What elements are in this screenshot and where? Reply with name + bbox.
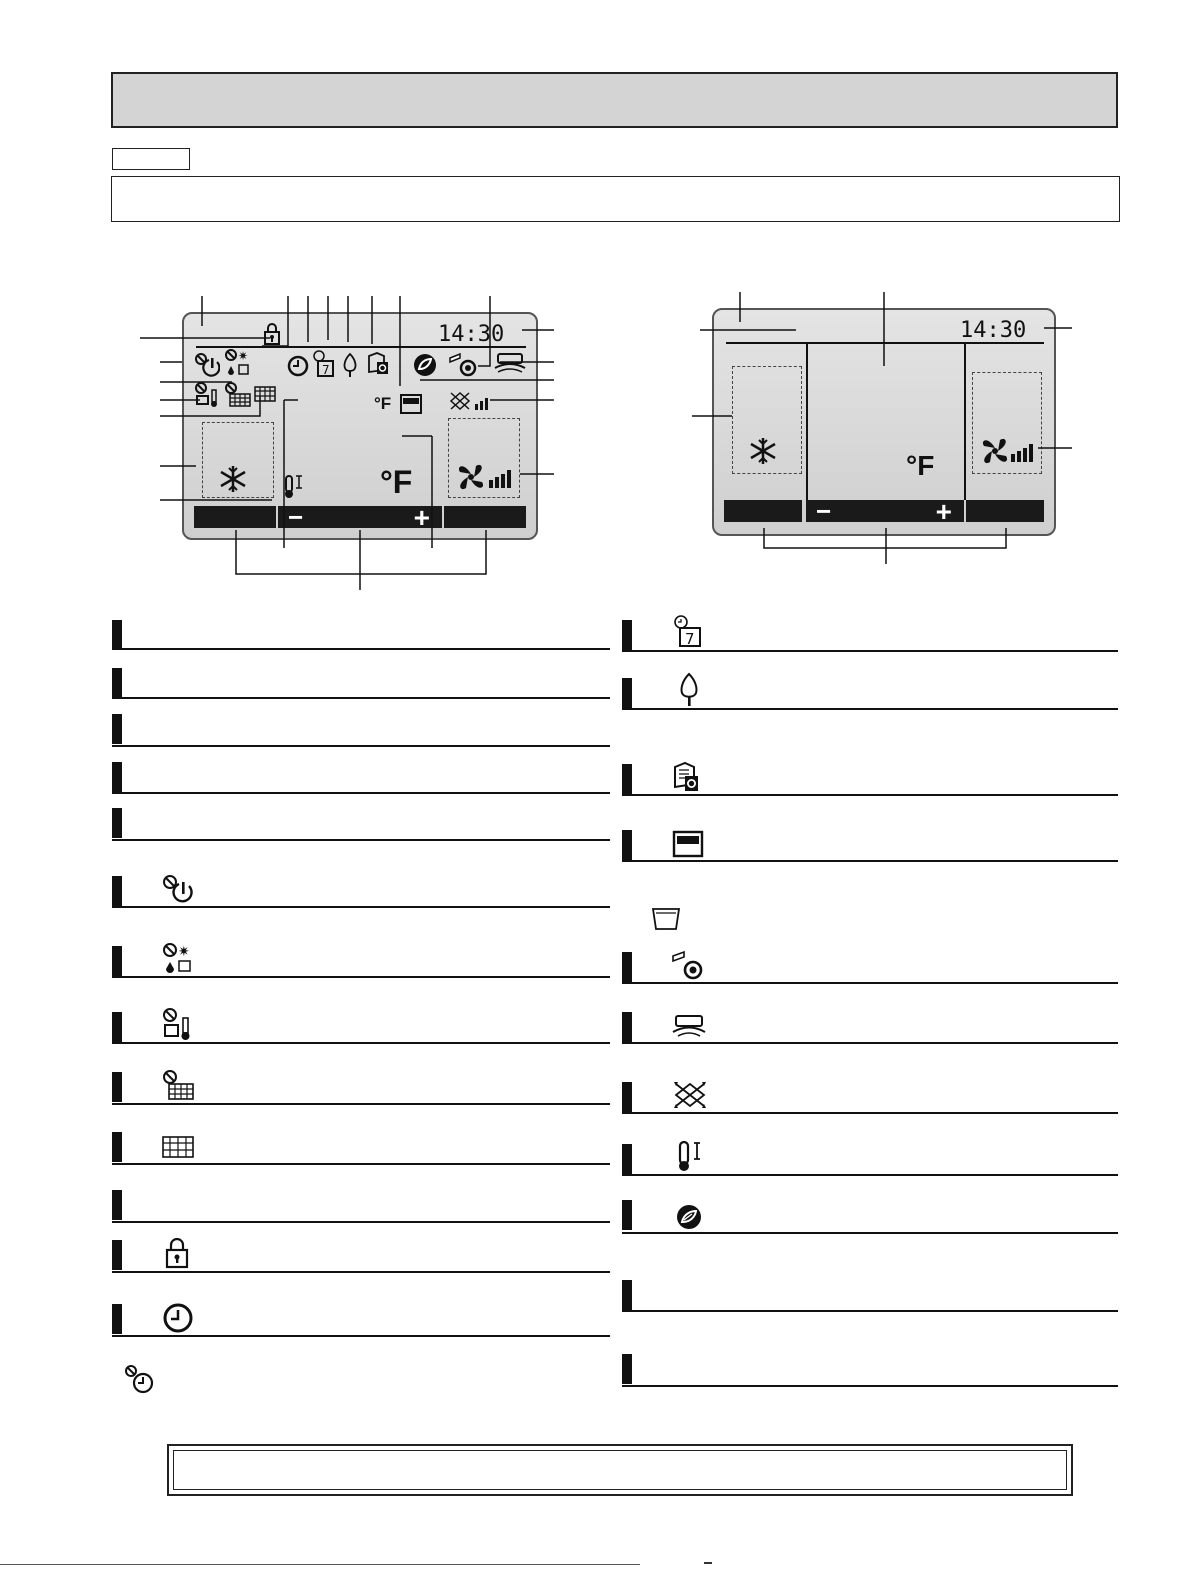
row-rule (622, 1385, 1118, 1387)
row-bar (112, 876, 122, 906)
row-bar (112, 668, 122, 698)
clock-display: 14:30 (438, 322, 505, 347)
fan-speed-icon (672, 1080, 708, 1110)
svg-text:✷: ✷ (238, 349, 249, 363)
row-bar (112, 946, 122, 976)
temp-unit-large: °F (380, 464, 413, 500)
row-bar (112, 762, 122, 792)
row-rule (112, 792, 610, 794)
row-rule (112, 1221, 610, 1223)
row-bar (112, 1012, 122, 1042)
row-bar (622, 1354, 632, 1384)
plus-label-right: + (935, 496, 952, 527)
row-rule (112, 1103, 610, 1105)
svg-text:✷: ✷ (178, 944, 190, 960)
eco-icon (676, 1204, 702, 1230)
timer-icon (162, 1302, 194, 1334)
section-label-box (112, 148, 190, 170)
row-bar (112, 1190, 122, 1220)
row-rule (112, 839, 610, 841)
row-rule (622, 794, 1118, 796)
row-rule (622, 708, 1118, 710)
i-see-sensor-icon (650, 906, 682, 932)
svg-text:7: 7 (322, 363, 330, 377)
row-rule (112, 1163, 610, 1165)
row-rule (112, 697, 610, 699)
row-bar (112, 620, 122, 650)
row-bar (112, 714, 122, 744)
lock-icon (164, 1238, 190, 1270)
row-bar (622, 1200, 632, 1230)
right-callouts (680, 288, 1090, 568)
weekly-timer-icon (672, 614, 706, 648)
row-rule (112, 1335, 610, 1337)
tree-icon (678, 672, 700, 708)
row-bar (622, 1082, 632, 1112)
row-rule (112, 1042, 610, 1044)
row-bar (622, 952, 632, 982)
row-rule (112, 648, 610, 650)
row-rule (112, 906, 610, 908)
left-callouts (120, 290, 570, 600)
row-bar (622, 830, 632, 860)
row-bar (112, 1240, 122, 1270)
row-bar (112, 1132, 122, 1162)
temp-prohibited-icon (162, 1008, 196, 1042)
svg-text:7: 7 (685, 630, 695, 648)
row-bar (112, 1304, 122, 1334)
row-rule (622, 1112, 1118, 1114)
ventilation-icon (672, 760, 700, 794)
on-off-prohibited-icon (162, 874, 194, 906)
temp-unit-small: °F (374, 394, 392, 413)
row-bar (622, 1144, 632, 1174)
row-bar (622, 1280, 632, 1310)
footer-rule (0, 1564, 640, 1565)
row-rule (622, 650, 1118, 652)
minus-label-right: − (816, 496, 832, 526)
row-bar (112, 1072, 122, 1102)
footer-mark (704, 1562, 712, 1564)
row-rule (622, 860, 1118, 862)
clock-display-right: 14:30 (960, 318, 1027, 343)
louver-icon (670, 1014, 708, 1040)
vane-icon (670, 950, 706, 982)
bottom-note-box (167, 1444, 1073, 1496)
sensor-icon (672, 830, 704, 858)
row-rule (112, 745, 610, 747)
section-title-bar (111, 72, 1118, 128)
filter-prohibited-icon (162, 1070, 196, 1102)
row-rule (622, 1042, 1118, 1044)
temp-sensor-icon (676, 1140, 706, 1174)
row-rule (622, 1232, 1118, 1234)
row-bar (112, 808, 122, 838)
row-bar (622, 764, 632, 794)
row-rule (112, 976, 610, 978)
plus-label: + (413, 502, 430, 533)
row-bar (622, 620, 632, 650)
minus-label: − (288, 502, 304, 532)
filter-icon (162, 1136, 194, 1158)
row-bar (622, 678, 632, 708)
row-rule (622, 982, 1118, 984)
row-rule (622, 1174, 1118, 1176)
temp-unit-large-right: °F (906, 450, 935, 481)
note-box (111, 176, 1120, 222)
row-rule (622, 1310, 1118, 1312)
mode-prohibited-icon (162, 942, 194, 974)
row-bar (622, 1012, 632, 1042)
row-rule (112, 1271, 610, 1273)
timer-prohibited-icon (124, 1364, 154, 1394)
